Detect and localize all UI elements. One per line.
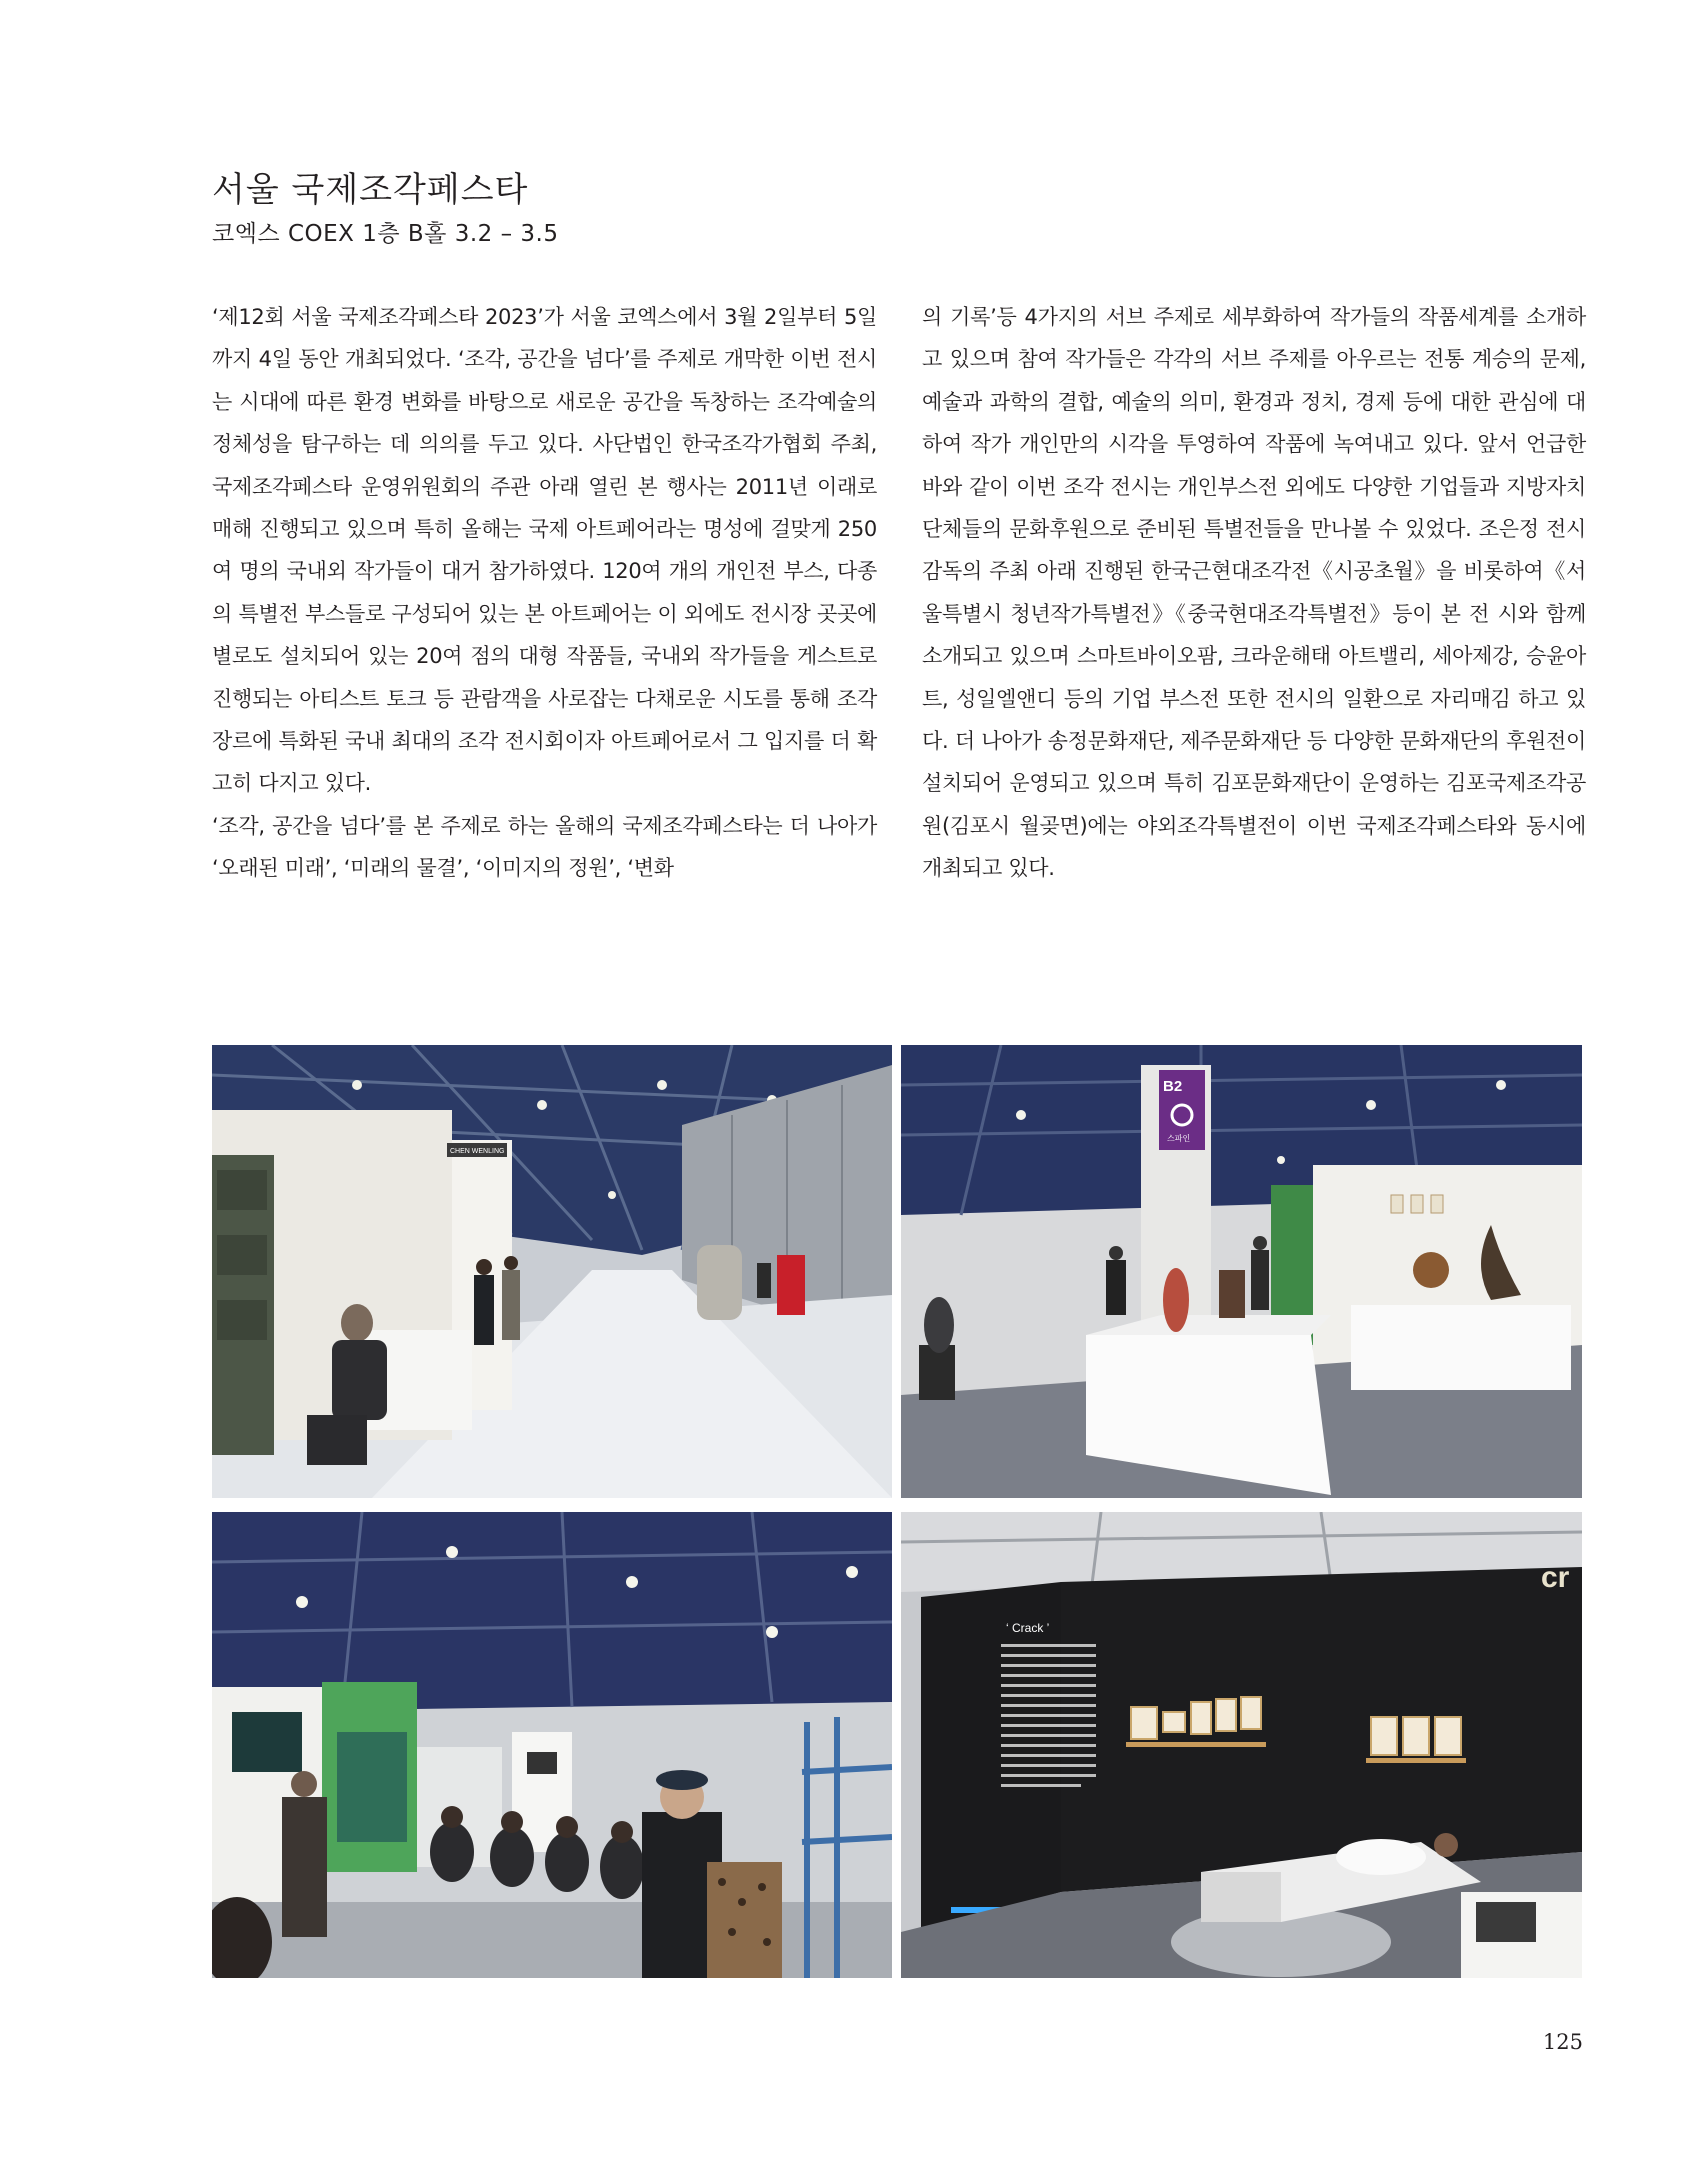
wall-logo-text: cr — [1541, 1561, 1570, 1594]
pillar-sign-text: B2 — [1163, 1078, 1183, 1095]
booth-sign-text: CHEN WENLING — [450, 1148, 505, 1155]
photo-sculpture-pedestals — [901, 1045, 1582, 1498]
body-column-left — [212, 296, 877, 890]
body-column-right — [922, 296, 1586, 890]
article-title: 서울 국제조각페스타 — [212, 170, 529, 210]
paragraph: ‘조각, 공간을 넘다’를 본 주제로 하는 올해의 국제조각페스타는 더 나아가 ‘오래된 미래’, ‘미래의 물결’, ‘이미지의 정원’, ‘변화 — [212, 813, 877, 881]
article-heading — [212, 168, 558, 250]
photo-crack-booth — [901, 1512, 1582, 1978]
article-subtitle: 코엑스 COEX 1층 B홀 3.2 – 3.5 — [212, 221, 559, 247]
wall-title-text: ‘ Crack ’ — [1006, 1621, 1050, 1635]
paragraph: 의 기록’등 4가지의 서브 주제로 세부화하여 작가들의 작품세계를 소개하고 있으며 참여 작가들은 각각의 서브 주제를 아우르는 전통 계승의 문제, 예술과 과학의 결합, 예술의 의미, 환경과 정치, 경제 등에 대한 관심에 대하여 작가 개인만의 시각을 투영하여 작품에 녹여내고 있다. 앞서 언급한 바와 같이 이번 조각 전시는 개인부스전 외에도 다양한 기업들과 지방자치단체들의 문화후원으로 준비된 특별전들을 만나볼 수 있었다. 조은정 전시 감독의 주최 아래 진행된 한국근현대조각전《시공초월》을 비롯하여《서울특별시 청년작가특별전》《중국현대조각특별전》등이 본 전 시와 함께 소개되고 있으며 스마트바이오팜, 크라운해태 아트밸리, 세아제강, 승윤아트, 성일엘앤디 등의 기업 부스전 또한 전시의 일환으로 자리매김 하고 있다. 더 나아가 송정문화재단, 제주문화재단 등 다양한 문화재단의 후원전이 설치되어 운영되고 있으며 특히 김포문화재단이 운영하는 김포국제조각공원(김포시 월곶면)에는 야외조각특별전이 이번 국제조각페스타와 동시에 개최되고 있다. — [922, 305, 1586, 881]
photo-exhibition-hall-aisle — [212, 1045, 892, 1498]
page-number: 125 — [1542, 2030, 1583, 2054]
paragraph: ‘제12회 서울 국제조각페스타 2023’가 서울 코엑스에서 3월 2일부터 5일까지 4일 동안 개최되었다. ‘조각, 공간을 넘다’를 주제로 개막한 이번 전시는 시대에 따른 환경 변화를 바탕으로 새로운 공간을 독창하는 조각예술의 정체성을 탐구하는 데 의의를 두고 있다. 사단법인 한국조각가협회 주최, 국제조각페스타 운영위원회의 주관 아래 열린 본 행사는 2011년 이래로 매해 진행되고 있으며 특히 올해는 국제 아트페어라는 명성에 걸맞게 250여 명의 국내외 작가들이 대거 참가하였다. 120여 개의 개인전 부스, 다종의 특별전 부스들로 구성되어 있는 본 아트페어는 이 외에도 전시장 곳곳에 별로도 설치되어 있는 20여 점의 대형 작품들, 국내외 작가들을 게스트로 진행되는 아티스트 토크 등 관람객을 사로잡는 다채로운 시도를 통해 조각 장르에 특화된 국내 최대의 조각 전시회이자 아트페어로서 그 입지를 더 확고히 다지고 있다. — [212, 305, 877, 796]
pillar-sub-text: 스파인 — [1167, 1134, 1191, 1143]
photo-artist-talk-audience — [212, 1512, 892, 1978]
